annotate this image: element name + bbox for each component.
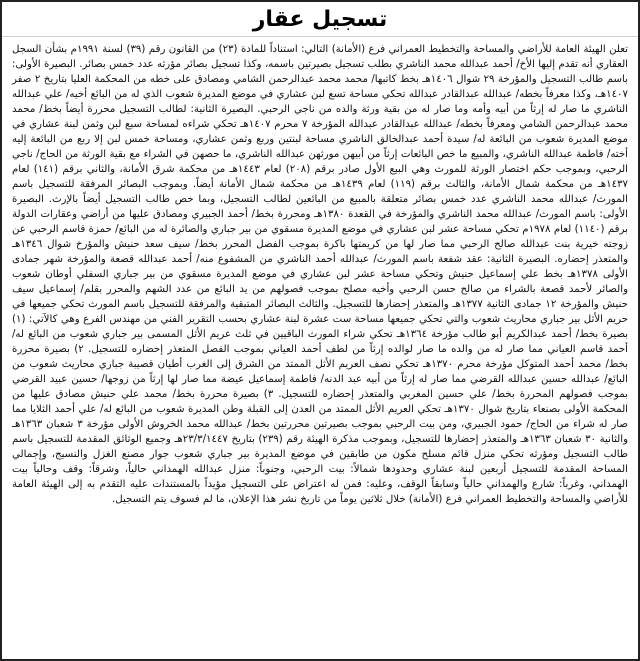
title-bar	[2, 2, 638, 37]
notice-body	[2, 37, 638, 660]
notice-title: تسجيل عقار	[252, 6, 388, 32]
notice-paragraph-1: تعلن الهيئة العامة للأراضي والمساحة والتخطيط العمراني فرع (الأمانة) التالي: استناداً للمادة (٢٣) من القانون رقم (٣٩) لسنة ١٩٩١م بشأن السجل العقاري أنه تقدم إليها الأخ/ أحمد عبدالله محمد الناشري بطلب تسجيل بصيرتين باسمه، وكذا تسجيل بصائر مؤرثه عدد خمس بصائر. البصيرة الأولى: باسم طالب التسجيل والمؤرخة ٢٩ شوال ١٤٠٦هـ بخط كاتبها/ محمد محمد عبدالرحمن الشامي ومصادق على خطه من المحكمة العليا بتاريخ ٢ صفر ١٤٠٧هـ، وكذا معرفاً بخطه/ عبدالله عبدالقادر عبدالله تحكي مساحة تسع لبن عشاري في موضع المديرة شعوب الذي له من البائع أخيه/ علي عبدالله الناشري ما صار له إرثاً من أبيه وأمه وما صار له من بقية ورثة والده من ناجي الرحبي. البصيرة الثانية: لطالب التسجيل محررة أيضاً بخط/ محمد محمد عبدالرحمن الشامي ومعرفاً بخطه/ عبدالله عبدالقادر عبدالله المؤرخة ٧ محرم ١٤٠٧هـ تحكي شراءه لمساحة سبع لبن وثمن لبنة عشاري في موضع المديرة شعوب من البائعة له/ سيدة أحمد عبدالخالق الناشري مساحة لبنتين وربع وثمن عشاري، ومساحة خمس لبن إلا ربع من البائعة إليه أخته/ فاطمة عبدالله الناشري، والمبيع ما خص البائعات إرثاً من أبيهن مورثهن عبدالله الناشري، ما حصهن في الشراء مع بقية الورثة من الحاج/ ناجي الرحبي، وبموجب حكم اختصار الورثة للمورث وهي البيع الأول صادر برقم (٢٠٨) لعام ١٤٤٣هـ من محكمة شرق الأمانة، والثاني برقم (١٤١) لعام ١٤٣٧هـ من محكمة شمال الأمانة، والثالث برقم (١١٩) لعام ١٤٣٩هـ من محكمة شمال الأمانة أيضاً. وبموجب البصائر المرفقة للتسجيل باسم المورث/ عبدالله محمد الناشري عدد خمس بصائر متعلقة بالمبيع من البائعين لطالب التسجيل، وبما خص طالب التسجيل أيضاً بالإرث.	[12, 44, 629, 205]
notice-paragraph-2: البصيرة الأولى: باسم المورث/ عبدالله محمد الناشري والمؤرخة في القعدة ١٣٨٠هـ ومحررة بخط/ أحمد الجبيري ومصادق عليها من أراضي وعقارات الدولة برقم (١١٤٠) لعام ١٩٧٨م تحكي مساحة عشر لبن عشاري في موضع المديرة مسقوي من بير جباري والصائرة له من البائع/ حمزة قاسم الرحبي عن زوجته خيرية بنت عبدالله صالح الرحبي مما صار لها من كريمتها باكرة بموجب الفصل المحرر بخط/ سيف سعد حنيش والمؤرخ شوال ١٣٤٦هـ والمتعذر إحضاره. البصيرة الثانية: عقد شفعة باسم المورث/ عبدالله أحمد الناشري من المشفوع منه/ أحمد عبدالله قصعة والمؤرخة شهر جمادى الأولى ١٣٧٨هـ بخط علي إسماعيل حنيش وتحكي مساحة عشر لبن عشاري في موضع المديرة مسقوي من بير جباري السفلي أوطان شعوب والصائر لأحمد قصعة بالشراء من صالح حسن الرحبي وأخيه مصلح بموجب فصولهم من يد البائع من عدد الشهم والمحرر بقلم/ إسماعيل سيف حنيش والمؤرخة ١٢ جمادى الثانية ١٣٧٧هـ والمتعذر إحضارها للتسجيل. والثالث البصائر المتبقية والمرفقة للتسجيل باسم المورث تحكي جميعها في حريم الأثل بير جباري محاريث شعوب والتي تحكي جميعها مساحة ست عشرة لبنة عشاري بحسب التقرير الفني من مهندس الفرع وهي كالآتي: (١) بصيرة بخط/ أحمد عبدالكريم أبو طالب مؤرخة ١٣٦٤هـ تحكي شراء المورث الباقيين في ثلث عريم الأثل المسمى بير جباري شعوب من البائع له/ أحمد قاسم العياني مما صار له من والده ما صار لوالده إرثاً من لطف أحمد العياني بموجب الفصل المتعذر إحضاره للتسجيل. ٢) بصيرة محررة بخط/ محمد أحمد المتوكل مؤرخة محرم ١٣٧٠هـ تحكي نصف العريم الأثل الممتد من الشرق إلى الغرب أطيان قصيبة جباري محاريث شعوب من البائع/ عبدالله حسين عبدالله القرضي مما صار له إرثاً من أبيه عبد الدنه/ فاطمة إسماعيل عيضة مما صار لها إرثاً من زوجها/ حسين عبيد القرضي بموجب فصولهم المحررة بخط/ علي حسين المغربي والمتعذر إحضاره للتسجيل. ٣) بصيرة محررة بخط/ محمد علي حنيش مصادق عليها من المحكمة الأولى بصنعاء بتاريخ شوال ١٣٧٠هـ تحكي العريم الأثل الممتد من العدن إلى القبلة وطن المديرة شعوب من البائع له/ علي أحمد الثلايا مما صار له شراء من الحاج/ حمود الجبيري، ومن بيت الرحبي بموجب بصيرتين محررتين بخط/ عبدالله محمد الخروش الأولى مؤرخة ٣ شعبان ١٣٦٣هـ والثانية ٣٠ شعبان ١٣٦٣هـ والمتعذر إحضارها للتسجيل، وبموجب مذكرة الهيئة رقم (٢٣٩) بتاريخ ٢٣/٣/١٤٤٧هـ وجميع الوثائق المقدمة للتسجيل باسم طالب التسجيل ومؤرثه تحكي منزل قائم مسلح مكون من طابقين في موضع المديرة بير جباري شعوب جوار مصنع الغزل والنسيج، وإجمالي المساحة المقدمة للتسجيل أربعين لبنة عشاري وحدودها شمالاً: بيت الرحبي، وجنوباً: منزل عبدالله الهمداني حالياً، وشرقاً: وقف وحالياً بيت الهمداني، وغرباً: شارع والهمداني حالياً وسابقاً الوقف، وعليه: فمن له اعتراض على التسجيل مؤيداً بالمستندات عليه التقدم به إلى الهيئة العامة للأراضي والمساحة والتخطيط العمراني فرع (الأمانة) خلال ثلاثين يوماً من تاريخ نشر هذا الإعلان، ما لم فسوف يتم التسجيل.	[12, 194, 629, 505]
